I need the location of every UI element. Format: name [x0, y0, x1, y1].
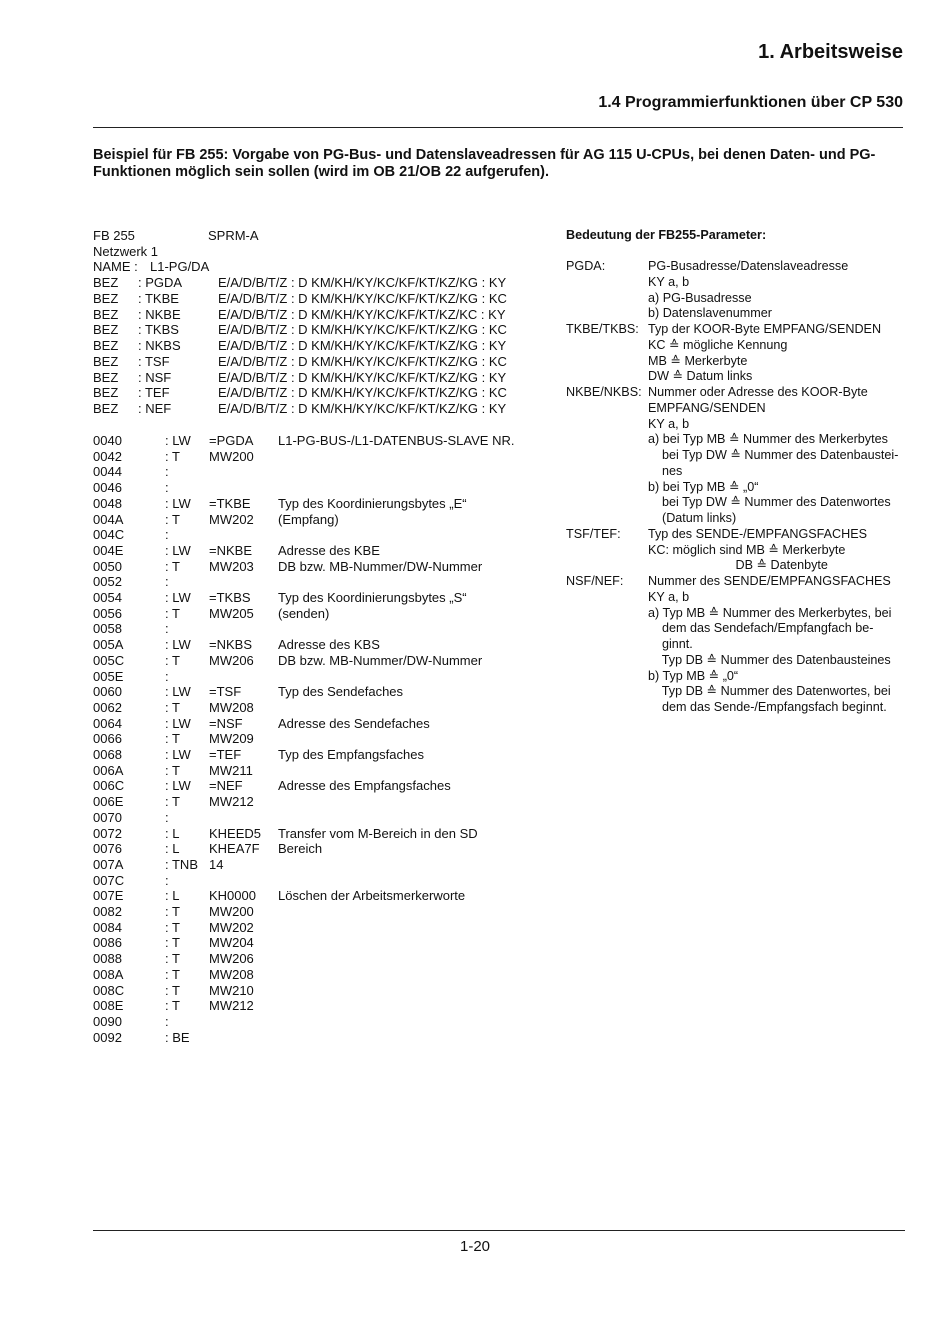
bez-parameter: : TKBS [138, 322, 179, 338]
code-comment: Adresse des KBE [278, 542, 380, 558]
code-operation: : LW [165, 778, 191, 794]
code-address: 0042 [93, 448, 122, 464]
code-address: 006A [93, 762, 124, 778]
bez-keyword: BEZ [93, 322, 119, 338]
param-line: KY a, b [648, 416, 690, 431]
page-number: 1-20 [459, 1238, 491, 1255]
code-operand: MW210 [209, 982, 254, 998]
code-operation: : [165, 527, 169, 543]
code-operand: MW202 [209, 919, 254, 935]
code-operation: : LW [165, 542, 191, 558]
bez-keyword: BEZ [93, 290, 119, 306]
code-address: 0060 [93, 684, 122, 700]
param-line: bei Typ DW ≙ Nummer des Datenbaustei- [648, 448, 899, 462]
code-comment: Bereich [278, 841, 323, 857]
code-operand: MW211 [209, 762, 253, 778]
code-operand: MW206 [209, 951, 254, 967]
chapter-heading: 1. Arbeitsweise [758, 41, 903, 63]
code-address: 0052 [93, 574, 122, 590]
param-label: PGDA: [566, 259, 606, 273]
code-operation: : T [165, 935, 180, 951]
name-value: L1-PG/DA [150, 259, 210, 274]
code-comment: Typ des Empfangsfaches [278, 747, 424, 762]
code-operation: : T [165, 652, 180, 668]
param-line: Typ DB ≙ Nummer des Datenwortes, bei [648, 684, 891, 699]
section-heading: 1.4 Programmierfunktionen über CP 530 [598, 94, 903, 111]
bez-parameter: : NKBE [138, 306, 181, 322]
code-operand: MW209 [209, 731, 254, 747]
code-operand: MW202 [209, 511, 254, 527]
code-comment: Transfer vom M-Bereich in den SD [278, 825, 478, 841]
code-comment: Typ des Sendefaches [278, 684, 404, 700]
bez-parameter: : NSF [138, 369, 172, 385]
param-line: MB ≙ Merkerbyte [648, 353, 748, 368]
code-operand: 14 [209, 856, 224, 872]
code-operation: : LW [165, 495, 191, 511]
code-operand: MW200 [209, 904, 254, 919]
code-address: 0086 [93, 935, 122, 951]
code-operation: : L [165, 841, 180, 857]
fb-name: SPRM-A [208, 228, 259, 243]
code-operation: : LW [165, 637, 191, 653]
param-line: KC: möglich sind MB ≙ Merkerbyte [648, 542, 846, 557]
code-comment: (Empfang) [278, 511, 339, 527]
code-operand: KHEED5 [209, 825, 262, 841]
bez-keyword: BEZ [93, 385, 119, 401]
code-address: 0054 [93, 590, 122, 605]
fb-number: FB 255 [93, 228, 135, 243]
code-address: 006E [93, 794, 124, 810]
code-operand: MW208 [209, 966, 254, 982]
code-comment: Adresse des Sendefaches [278, 715, 430, 731]
code-address: 0082 [93, 904, 122, 919]
code-comment: DB bzw. MB-Nummer/DW-Nummer [278, 558, 483, 574]
code-operand: MW204 [209, 935, 254, 951]
params-title: Bedeutung der FB255-Parameter: [566, 228, 767, 242]
code-comment: Typ des Koordinierungsbytes „S“ [278, 590, 467, 605]
code-operand: =PGDA [209, 433, 254, 448]
code-operation: : LW [165, 433, 191, 448]
param-line: PG-Busadresse/Datenslaveadresse [648, 259, 849, 273]
code-operation: : TNB [165, 856, 198, 872]
code-comment: DB bzw. MB-Nummer/DW-Nummer [278, 652, 483, 668]
code-operand: MW200 [209, 448, 254, 464]
param-line: dem das Sendefach/Empfangfach be- [648, 621, 874, 636]
code-address: 004C [93, 527, 125, 543]
code-address: 0050 [93, 558, 122, 574]
param-label: NKBE/NKBS: [566, 385, 642, 399]
code-address: 0048 [93, 495, 122, 511]
bez-spec: E/A/D/B/T/Z : D KM/KH/KY/KC/KF/KT/KZ/KG : KC [218, 353, 507, 369]
code-operand: =NKBS [209, 637, 252, 653]
bez-spec: E/A/D/B/T/Z : D KM/KH/KY/KC/KF/KT/KZ/KC : KY [218, 306, 506, 322]
code-address: 0046 [93, 480, 122, 496]
code-address: 005A [93, 637, 124, 653]
param-label: TSF/TEF: [566, 526, 621, 541]
header-rule [93, 127, 903, 128]
code-operand: =NSF [209, 715, 243, 731]
code-operation: : L [165, 825, 180, 841]
code-address: 0062 [93, 699, 122, 715]
code-operand: =TKBE [209, 495, 251, 511]
bez-parameter: : NEF [138, 401, 172, 416]
code-operation: : T [165, 699, 180, 715]
code-operation: : LW [165, 715, 191, 731]
code-comment: Adresse des KBS [278, 637, 380, 653]
code-address: 0092 [93, 1029, 122, 1045]
param-line: a) Typ MB ≙ Nummer des Merkerbytes, bei [648, 605, 892, 620]
param-line: b) Typ MB ≙ „0“ [648, 668, 739, 683]
param-line: nes [648, 463, 683, 478]
code-address: 0058 [93, 621, 122, 637]
param-line: Typ DB ≙ Nummer des Datenbausteines [648, 652, 891, 667]
code-operation: : T [165, 966, 180, 982]
bez-parameter: : TSF [138, 353, 170, 369]
code-operation: : T [165, 558, 180, 574]
code-operation: : [165, 872, 169, 888]
code-operand: KHEA7F [209, 841, 260, 857]
bez-spec: E/A/D/B/T/Z : D KM/KH/KY/KC/KF/KT/KZ/KG : KC [218, 322, 507, 338]
code-operand: MW203 [209, 558, 254, 574]
code-comment: (senden) [278, 605, 330, 621]
code-address: 0056 [93, 605, 122, 621]
code-operation: : [165, 621, 169, 637]
code-operand: =TEF [209, 747, 242, 762]
code-operation: : T [165, 998, 180, 1014]
code-comment: Typ des Koordinierungsbytes „E“ [278, 495, 467, 511]
param-line: ginnt. [648, 637, 693, 651]
code-address: 0072 [93, 825, 122, 841]
param-line: Typ der KOOR-Byte EMPFANG/SENDEN [648, 322, 882, 336]
bez-keyword: BEZ [93, 401, 119, 416]
code-operation: : T [165, 448, 180, 464]
code-operation: : T [165, 762, 180, 778]
code-address: 005C [93, 652, 125, 668]
bez-spec: E/A/D/B/T/Z : D KM/KH/KY/KC/KF/KT/KZ/KG : KY [218, 369, 507, 385]
bez-spec: E/A/D/B/T/Z : D KM/KH/KY/KC/KF/KT/KZ/KG : KY [218, 401, 507, 416]
param-line: DW ≙ Datum links [648, 369, 753, 384]
code-address: 008C [93, 982, 125, 998]
network-label: Netzwerk 1 [93, 244, 159, 259]
code-address: 0090 [93, 1013, 122, 1029]
code-operation: : T [165, 919, 180, 935]
code-operand: =NKBE [209, 542, 252, 558]
code-operand: =TSF [209, 684, 242, 700]
code-operation: : LW [165, 684, 191, 700]
footer-rule [93, 1230, 905, 1231]
code-operand: MW208 [209, 699, 254, 715]
bez-parameter: : NKBS [138, 338, 181, 353]
code-comment: L1-PG-BUS-/L1-DATENBUS-SLAVE NR. [278, 433, 515, 448]
code-operand: MW205 [209, 605, 254, 621]
param-line: EMPFANG/SENDEN [648, 400, 766, 415]
bez-spec: E/A/D/B/T/Z : D KM/KH/KY/KC/KF/KT/KZ/KG : KC [218, 290, 507, 306]
code-comment: Löschen der Arbeitsmerkerworte [278, 888, 466, 904]
param-line: a) PG-Busadresse [648, 290, 752, 305]
code-address: 0070 [93, 809, 122, 825]
code-operand: KH0000 [209, 888, 256, 904]
bez-parameter: : TKBE [138, 290, 179, 306]
param-line: b) bei Typ MB ≙ „0“ [648, 479, 759, 494]
param-line: KY a, b [648, 589, 690, 604]
code-address: 004E [93, 542, 124, 558]
name-label: NAME : [93, 259, 138, 274]
code-address: 0066 [93, 731, 122, 747]
code-operand: MW206 [209, 652, 254, 668]
code-address: 0076 [93, 841, 122, 857]
param-label: NSF/NEF: [566, 574, 624, 588]
code-operation: : [165, 480, 169, 496]
param-line: KY a, b [648, 274, 690, 289]
param-line: DB ≙ Datenbyte [648, 558, 828, 573]
code-operation: : LW [165, 590, 191, 605]
code-operation: : T [165, 982, 180, 998]
code-operation: : L [165, 888, 180, 904]
code-operation: : T [165, 731, 180, 747]
param-line: b) Datenslavenummer [648, 306, 772, 321]
code-address: 0044 [93, 464, 122, 480]
param-line: dem das Sende-/Empfangsfach beginnt. [648, 700, 887, 714]
bez-spec: E/A/D/B/T/Z : D KM/KH/KY/KC/KF/KT/KZ/KG : KY [218, 338, 507, 353]
code-operation: : T [165, 511, 180, 527]
code-address: 0084 [93, 919, 122, 935]
code-operation: : [165, 668, 169, 684]
code-operand: MW212 [209, 794, 254, 810]
param-line: Nummer des SENDE/EMPFANGSFACHES [648, 574, 891, 588]
code-operation: : [165, 574, 169, 590]
bez-keyword: BEZ [93, 306, 119, 322]
code-operation: : [165, 809, 169, 825]
bez-keyword: BEZ [93, 369, 119, 385]
code-operation: : BE [165, 1029, 190, 1045]
param-line: a) bei Typ MB ≙ Nummer des Merkerbytes [648, 432, 888, 447]
code-address: 0088 [93, 951, 122, 967]
code-operand: =TKBS [209, 590, 251, 605]
bez-spec: E/A/D/B/T/Z : D KM/KH/KY/KC/KF/KT/KZ/KG : KY [218, 275, 507, 290]
code-operand: MW212 [209, 998, 254, 1014]
code-address: 007A [93, 856, 124, 872]
code-operation: : [165, 464, 169, 480]
param-label: TKBE/TKBS: [566, 322, 639, 336]
code-comment: Adresse des Empfangsfaches [278, 778, 451, 794]
code-operation: : T [165, 794, 180, 810]
code-address: 006C [93, 778, 125, 794]
code-address: 0064 [93, 715, 122, 731]
param-line: Nummer oder Adresse des KOOR-Byte [648, 385, 868, 399]
bez-spec: E/A/D/B/T/Z : D KM/KH/KY/KC/KF/KT/KZ/KG : KC [218, 385, 507, 401]
intro-paragraph: Beispiel für FB 255: Vorgabe von PG-Bus- und Datenslaveadressen für AG 115 U-CPUs, bei denen Daten- und PG-Funktionen möglich sein sollen (wird im OB 21/OB 22 aufgerufen). [93, 147, 876, 180]
code-address: 0040 [93, 433, 122, 448]
param-line: Typ des SENDE-/EMPFANGSFACHES [648, 526, 868, 541]
bez-parameter: : PGDA [138, 275, 183, 290]
code-operand: =NEF [209, 778, 243, 794]
code-operation: : T [165, 951, 180, 967]
code-address: 007C [93, 872, 125, 888]
code-address: 0068 [93, 747, 122, 762]
code-address: 008E [93, 998, 124, 1014]
bez-keyword: BEZ [93, 338, 119, 353]
param-line: KC ≙ mögliche Kennung [648, 337, 788, 352]
code-address: 005E [93, 668, 124, 684]
bez-parameter: : TEF [138, 385, 170, 401]
bez-keyword: BEZ [93, 353, 119, 369]
code-address: 007E [93, 888, 124, 904]
param-line: bei Typ DW ≙ Nummer des Datenwortes [648, 495, 891, 510]
param-line: (Datum links) [648, 511, 737, 525]
code-operation: : T [165, 605, 180, 621]
code-address: 004A [93, 511, 124, 527]
code-operation: : LW [165, 747, 191, 762]
bez-keyword: BEZ [93, 275, 119, 290]
code-operation: : T [165, 904, 180, 919]
code-operation: : [165, 1013, 169, 1029]
code-address: 008A [93, 966, 124, 982]
